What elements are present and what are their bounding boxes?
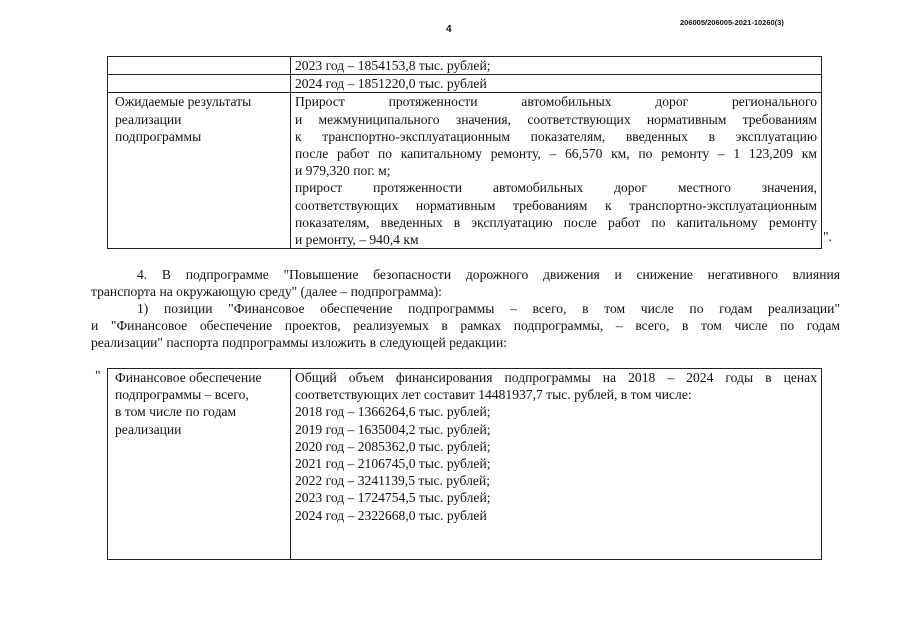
passport-table-results (107, 56, 822, 249)
page-number: 4 (446, 24, 452, 35)
label-line: Финансовое обеспечение (115, 370, 262, 385)
year-line: 2023 год – 1724754,5 тыс. рублей; (295, 490, 491, 506)
result-line: и 979,320 пог. м; (295, 163, 391, 179)
result-line: и межмуниципального значения, соответствующих нормативным требованиям (295, 111, 817, 127)
label-line: реализации (115, 111, 182, 127)
year-line: 2022 год – 3241139,5 тыс. рублей; (295, 473, 490, 489)
year-line: 2024 год – 2322668,0 тыс. рублей (295, 507, 487, 523)
paragraph-line: реализации" паспорта подпрограммы изложить в следующей редакции: (91, 335, 507, 351)
result-line: показателям, введенных в эксплуатацию после работ по капитальному ремонту (295, 214, 817, 230)
result-line: и ремонту, – 940,4 км (295, 232, 419, 248)
table-cell-empty (108, 75, 291, 93)
document-code: 206005/206005-2021-10260(3) (680, 18, 784, 27)
paragraph-line: транспорта на окружающую среду" (далее – подпрограмма): (91, 284, 442, 299)
table-row (108, 93, 822, 249)
total-financing-line: Общий объем финансирования подпрограммы на 2018 – 2024 годы в ценах (295, 370, 817, 385)
label-line: подпрограммы (115, 128, 202, 144)
row-label-financing (108, 369, 291, 560)
paragraph-line: 4. В подпрограмме "Повышение безопасности дорожного движения и снижение негативного влияния (137, 267, 840, 282)
year-line: 2018 год – 1366264,6 тыс. рублей; (295, 404, 491, 420)
table-cell-empty (108, 57, 291, 75)
subparagraph-1-continued (91, 317, 840, 351)
result-line: к транспортно-эксплуатационным показателям, введенных в эксплуатацию (295, 128, 817, 144)
label-line: подпрограммы – всего, (115, 387, 249, 403)
financing-text (291, 369, 822, 560)
subparagraph-1 (137, 300, 840, 317)
closing-quote: ". (823, 229, 832, 244)
table-row (108, 57, 822, 75)
year-line: 2019 год – 1635004,2 тыс. рублей; (295, 421, 491, 437)
paragraph-line: и "Финансовое обеспечение проектов, реализуемых в рамках подпрограммы, – всего, в том числе по годам (91, 318, 840, 333)
year-line: 2020 год – 2085362,0 тыс. рублей; (295, 438, 491, 454)
table-cell-financing-tail (291, 75, 822, 93)
result-line: соответствующих нормативным требованиям к транспортно-эксплуатационным (295, 197, 817, 213)
year-line: 2021 год – 2106745,0 тыс. рублей; (295, 456, 491, 472)
label-line: Ожидаемые результаты (115, 94, 252, 110)
label-line: реализации (115, 421, 182, 437)
table-cell-financing-tail (291, 57, 822, 75)
paragraph-line: 1) позиции "Финансовое обеспечение подпрограммы – всего, в том числе по годам реализации" (137, 301, 840, 316)
opening-quote: " (95, 368, 101, 383)
result-line: прирост протяженности автомобильных дорог местного значения, (295, 180, 817, 196)
result-line: после работ по капитальному ремонту, – 66,570 км, по ремонту – 1 123,209 км (295, 146, 817, 162)
passport-table-financing (107, 368, 822, 560)
year-line: 2024 год – 1851220,0 тыс. рублей (295, 76, 487, 92)
row-label-expected-results (108, 93, 291, 249)
expected-results-text (291, 93, 822, 249)
total-financing-line: соответствующих лет составит 14481937,7 тыс. рублей, в том числе: (295, 387, 692, 403)
result-line: Прирост протяженности автомобильных дорог регионального (295, 94, 817, 110)
table-row (108, 369, 822, 560)
paragraph-4 (137, 266, 840, 283)
year-line: 2023 год – 1854153,8 тыс. рублей; (295, 58, 491, 73)
table-row (108, 75, 822, 93)
paragraph-4-continued (91, 283, 821, 300)
label-line: в том числе по годам (115, 404, 237, 420)
